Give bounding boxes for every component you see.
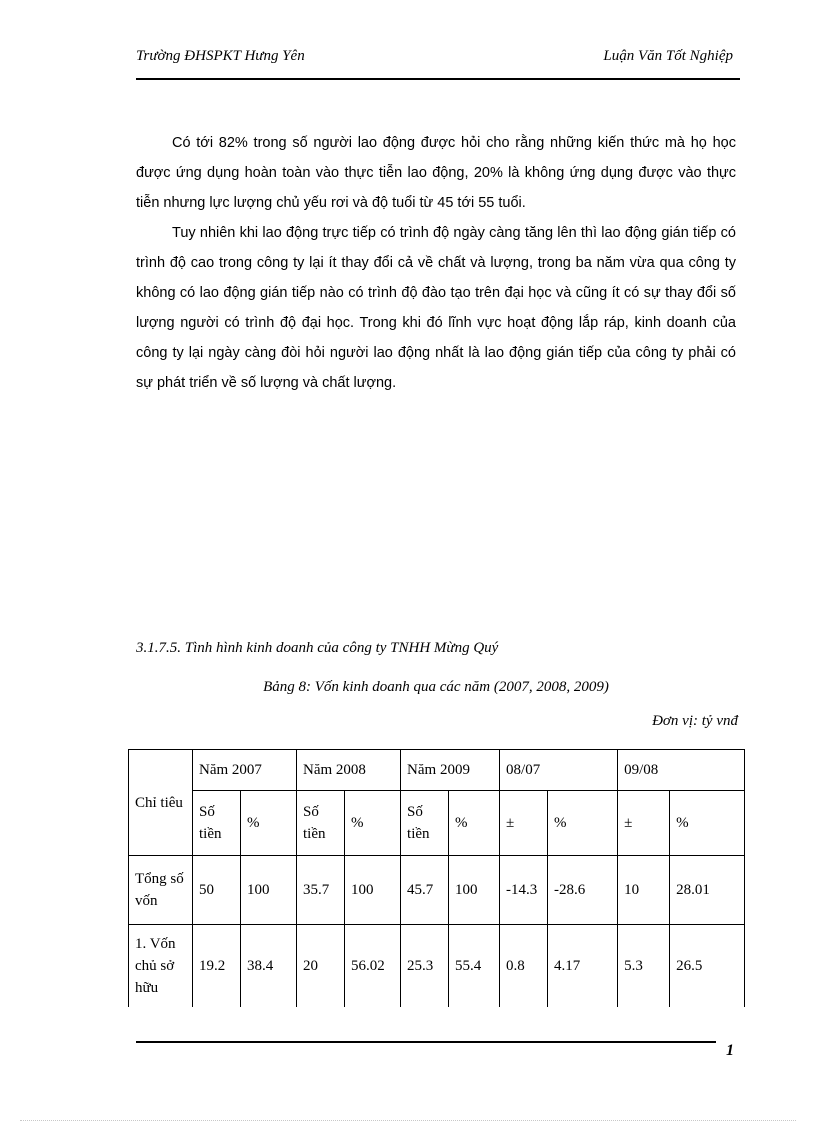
table-cell: 55.4 (449, 925, 500, 1008)
table-cell: -14.3 (500, 856, 548, 925)
table-cell: 100 (241, 856, 297, 925)
paragraph-2: Tuy nhiên khi lao động trực tiếp có trình độ ngày càng tăng lên thì lao động gián tiếp có trình độ cao trong công ty lại ít thay đổi cả về chất và lượng, trong ba năm vừa qua công ty không có lao động gián tiếp nào có trình độ đào tạo trên đại học và cũng ít có sự thay đổi số lượng người có trình độ đại học. Trong khi đó lĩnh vực hoạt động lắp ráp, kinh doanh của công ty lại ngày càng đòi hỏi người lao động nhất là lao động gián tiếp của công ty phải có sự phát triển về số lượng và chất lượng. (136, 225, 736, 391)
table-cell: -28.6 (548, 856, 618, 925)
table-header-row (129, 750, 745, 791)
subheader-cell: % (345, 791, 401, 856)
table-cell: 100 (345, 856, 401, 925)
table-cell: 10 (618, 856, 670, 925)
table-caption: Bảng 8: Vốn kinh doanh qua các năm (2007, 2008, 2009) (263, 679, 609, 695)
header-thesis-title: Luận Văn Tốt Nghiệp (603, 48, 733, 64)
table-cell: 38.4 (241, 925, 297, 1008)
subheader-cell: ± (618, 791, 670, 856)
table-cell: 5.3 (618, 925, 670, 1008)
group-header: Năm 2007 (193, 750, 297, 791)
subheader-cell: % (241, 791, 297, 856)
table-cell: 20 (297, 925, 345, 1008)
subheader-cell: % (449, 791, 500, 856)
table-row (129, 925, 745, 1008)
page-header (136, 48, 739, 72)
body-text (136, 128, 736, 398)
group-header: 09/08 (618, 750, 745, 791)
subheader-cell: % (670, 791, 745, 856)
page-edge-dots (20, 1120, 796, 1121)
table-cell: 100 (449, 856, 500, 925)
table-cell: 19.2 (193, 925, 241, 1008)
group-header: Năm 2008 (297, 750, 401, 791)
footer-divider (136, 1041, 716, 1043)
row-label: 1. Vốn chủ sở hữu (129, 925, 193, 1008)
table-row (129, 856, 745, 925)
capital-table (128, 749, 745, 1007)
table-cell: 35.7 (297, 856, 345, 925)
row-header-cell: Chỉ tiêu (129, 750, 193, 856)
subheader-cell: Số tiền (193, 791, 241, 856)
group-header: Năm 2009 (401, 750, 500, 791)
row-label: Tổng số vốn (129, 856, 193, 925)
table-cell: 0.8 (500, 925, 548, 1008)
unit-note: Đơn vị: tỷ vnđ (652, 713, 738, 729)
table-cell: 56.02 (345, 925, 401, 1008)
subheader-cell: Số tiền (401, 791, 449, 856)
subheader-cell: Số tiền (297, 791, 345, 856)
table-cell: 26.5 (670, 925, 745, 1008)
subheader-cell: % (548, 791, 618, 856)
table-cell: 45.7 (401, 856, 449, 925)
table-cell: 4.17 (548, 925, 618, 1008)
header-school: Trường ĐHSPKT Hưng Yên (136, 48, 305, 64)
subheader-cell: ± (500, 791, 548, 856)
table-subheader-row (129, 791, 745, 856)
table-cell: 25.3 (401, 925, 449, 1008)
table-cell: 50 (193, 856, 241, 925)
table-cell: 28.01 (670, 856, 745, 925)
group-header: 08/07 (500, 750, 618, 791)
header-divider (136, 78, 740, 80)
section-heading: 3.1.7.5. Tình hình kinh doanh của công ty TNHH Mừng Quý (136, 640, 499, 656)
page-number: 1 (726, 1042, 734, 1059)
paragraph-1: Có tới 82% trong số người lao động được hỏi cho rằng những kiến thức mà họ học được ứng dụng hoàn toàn vào thực tiễn lao động, 20% là không ứng dụng được vào thực tiễn nhưng lực lượng chủ yếu rơi và độ tuổi từ 45 tới 55 tuổi. (136, 135, 736, 211)
